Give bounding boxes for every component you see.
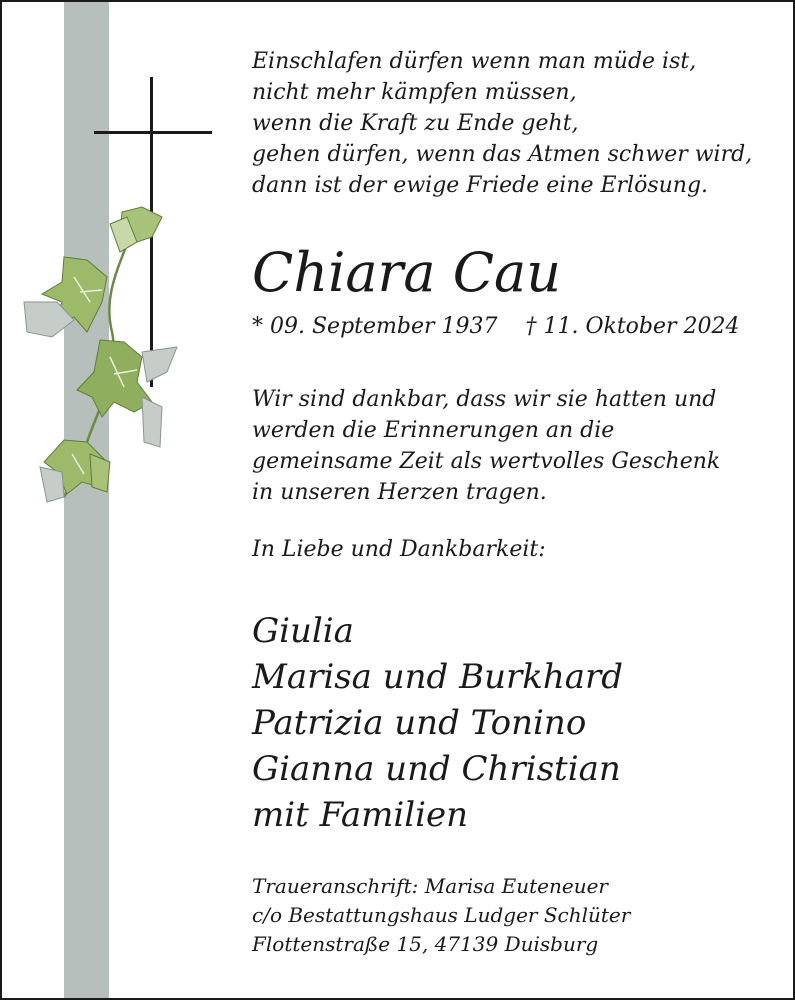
poem-line: dann ist der ewige Friede eine Erlösung. [252,173,709,198]
thanks-line: werden die Erinnerungen an die [252,418,615,443]
family-list [252,608,623,838]
poem-line: nicht mehr kämpfen müssen, [252,80,577,105]
mourning-address [252,872,630,959]
thanks-line: gemeinsame Zeit als wertvolles Geschenk [252,449,721,474]
cross-and-ivy-icon [2,2,232,522]
family-member: Marisa und Burkhard [252,657,624,697]
family-member: Gianna und Christian [252,749,621,789]
poem [252,46,752,201]
poem-line: wenn die Kraft zu Ende geht, [252,111,579,136]
life-dates [252,310,740,344]
poem-line: Einschlafen dürfen wenn man müde ist, [252,49,697,74]
thanks-text [252,384,720,508]
family-member: Patrizia und Tonino [252,703,587,743]
thanks-line: in unseren Herzen tragen. [252,480,547,505]
birth-date: * 09. September 1937 [252,314,498,339]
address-line: Flottenstraße 15, 47139 Duisburg [252,932,599,956]
thanks-line: Wir sind dankbar, dass wir sie hatten und [252,387,717,412]
address-line: c/o Bestattungshaus Ludger Schlüter [252,903,631,927]
deceased-name: Chiara Cau [252,241,562,304]
death-date: † 11. Oktober 2024 [525,314,740,339]
poem-line: gehen dürfen, wenn das Atmen schwer wird, [252,142,753,167]
ivy-icon [24,207,177,502]
family-member: mit Familien [252,795,469,835]
regards: In Liebe und Dankbarkeit: [252,537,546,562]
family-member: Giulia [252,611,354,651]
address-line: Traueranschrift: Marisa Euteneuer [252,874,608,898]
